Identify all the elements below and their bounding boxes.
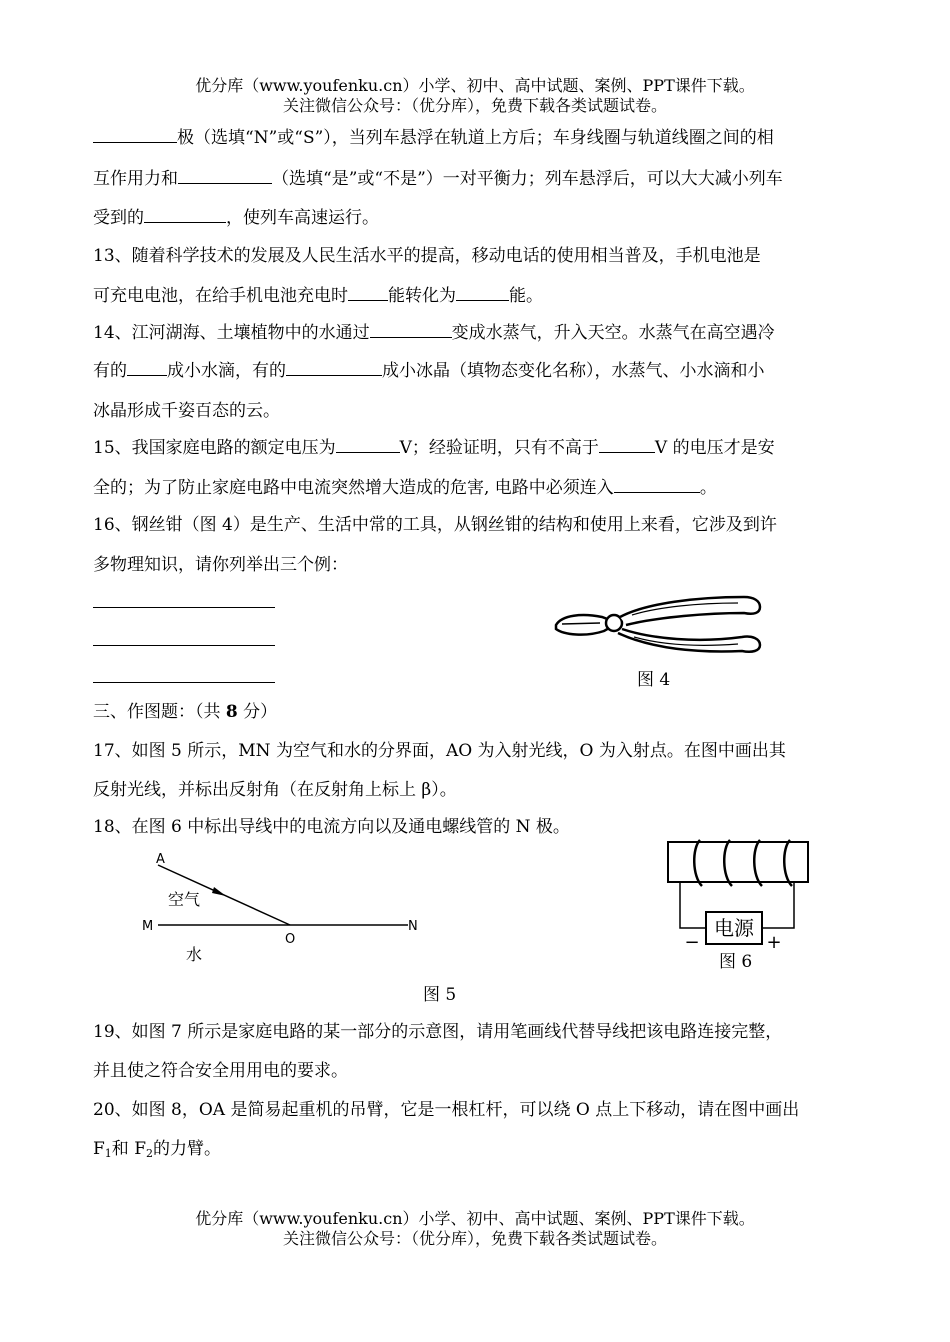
q14-text-2a: 有的 [93,361,127,381]
pliers-lower-handle [618,629,760,652]
q12-line-3 [93,207,379,229]
footer-line-2: 关注微信公众号：（优分库），免费下载各类试题试卷。 [282,1229,667,1248]
pliers-jaw-line [562,623,600,624]
section3-title [93,701,277,723]
q14-line-3: 冰晶形成千姿百态的云。 [93,401,280,421]
q13-line-1: 13、随着科学技术的发展及人民生活水平的提高，移动电话的使用相当普及，手机电池是 [93,246,761,266]
q12-text-3b: ，使列车高速运行。 [226,208,379,228]
q14-text-2c: 成小冰晶（填物态变化名称），水蒸气、小水滴和小 [382,361,765,381]
wire-right [762,882,794,928]
q15-blank-2[interactable] [599,438,655,453]
label-n: N [408,919,418,934]
q15-text-1b: V；经验证明，只有不高于 [399,438,599,458]
power-source-label: 电源 [714,916,754,940]
q15-text-2a: 全的；为了防止家庭电路中电流突然增大造成的危害, 电路中必须连入 [93,478,614,498]
section3-title-a: 三、作图题：（共 [93,702,226,722]
q20-f1-letter: F [93,1139,105,1159]
q20-and-f2: 和 F [111,1139,146,1159]
q13-text-2a: 可充电电池，在给手机电池充电时 [93,286,348,306]
q16-answer-line-3[interactable] [93,682,275,683]
q18-line-1: 18、在图 6 中标出导线中的电流方向以及通电螺线管的 N 极。 [93,817,570,837]
incident-ray-arrow [212,887,226,896]
q14-blank-1[interactable] [370,323,452,338]
label-o: O [285,932,296,947]
q16-answer-line-2[interactable] [93,645,275,646]
q16-line-2: 多物理知识，请你列举出三个例： [93,555,348,575]
q15-line-2 [93,477,717,499]
fig4-caption: 图 4 [637,670,671,690]
label-air: 空气 [168,890,201,909]
q20-end-text: 的力臂。 [153,1139,221,1159]
q14-blank-3[interactable] [286,361,382,376]
q14-blank-2[interactable] [127,361,167,376]
q15-line-1 [93,437,775,459]
fig6-caption: 图 6 [719,952,753,972]
q17-line-2: 反射光线，并标出反射角（在反射角上标上 β）。 [93,780,457,800]
q14-text-1a: 14、江河湖海、土壤植物中的水通过 [93,323,370,343]
q13-blank-2[interactable] [456,286,509,301]
q20-line-2 [93,1138,221,1165]
q20-f1-subscript: 1 [104,1147,112,1160]
q16-line-1: 16、钢丝钳（图 4）是生产、生活中常的工具，从钢丝钳的结构和使用上来看，它涉及到许 [93,515,777,535]
wire-left [680,882,706,928]
q13-text-2c: 能。 [509,286,543,306]
q12-blank-3[interactable] [144,208,226,223]
q15-text-2b: 。 [699,478,717,498]
q12-line-1 [93,127,774,149]
header-line-2: 关注微信公众号：（优分库），免费下载各类试题试卷。 [282,96,667,115]
section3-title-c: 分） [237,702,278,722]
q15-text-1c: V 的电压才是安 [654,438,775,458]
q17-line-1: 17、如图 5 所示，MN 为空气和水的分界面，AO 为入射光线，O 为入射点。在图中画出其 [93,741,786,761]
label-a: A [156,852,165,867]
pliers-upper-handle [620,597,760,625]
q20-f2-subscript: 2 [146,1147,153,1160]
footer-line-1: 优分库（www.youfenku.cn）小学、初中、高中试题、案例、PPT课件下载。 [195,1209,755,1228]
minus-terminal: − [684,932,700,953]
q13-text-2b: 能转化为 [388,286,456,306]
q20-line-1: 20、如图 8，OA 是简易起重机的吊臂，它是一根杠杆，可以绕 O 点上下移动，请在图中画出 [93,1100,800,1120]
q12-text-3a: 受到的 [93,208,144,228]
header-line-1: 优分库（www.youfenku.cn）小学、初中、高中试题、案例、PPT课件下载。 [195,76,755,95]
q15-text-1a: 15、我国家庭电路的额定电压为 [93,438,336,458]
q12-blank-2[interactable] [178,169,272,184]
q15-blank-1[interactable] [336,438,400,453]
pliers-figure [548,587,764,657]
q14-text-2b: 成小水滴，有的 [167,361,286,381]
section3-points: 8 [225,702,238,722]
q12-text-2a: 互作用力和 [93,169,178,189]
q14-line-1 [93,322,775,344]
q16-answer-line-1[interactable] [93,607,275,608]
fig5-diagram[interactable] [140,848,430,968]
q14-text-1b: 变成水蒸气，升入天空。水蒸气在高空遇冷 [451,323,775,343]
q12-line-2 [93,168,783,190]
plus-terminal: + [766,932,782,953]
q19-line-1: 19、如图 7 所示是家庭电路的某一部分的示意图，请用笔画线代替导线把该电路连接完整， [93,1022,783,1042]
q12-text-2b: （选填“是”或“不是”）一对平衡力；列车悬浮后，可以大大减小列车 [272,169,783,189]
fig5-caption: 图 5 [423,985,457,1005]
q15-blank-3[interactable] [614,478,700,493]
label-water: 水 [186,945,203,964]
q13-line-2 [93,285,543,307]
pliers-pivot [606,615,622,631]
q14-line-2 [93,360,765,382]
q12-text-1: 极（选填“N”或“S”），当列车悬浮在轨道上方后；车身线圈与轨道线圈之间的相 [177,128,774,148]
fig6-solenoid-circuit[interactable] [662,836,812,952]
q19-line-2: 并且使之符合安全用用电的要求。 [93,1061,348,1081]
q12-blank-1[interactable] [93,128,177,143]
q13-blank-1[interactable] [348,286,388,301]
label-m: M [142,919,154,934]
